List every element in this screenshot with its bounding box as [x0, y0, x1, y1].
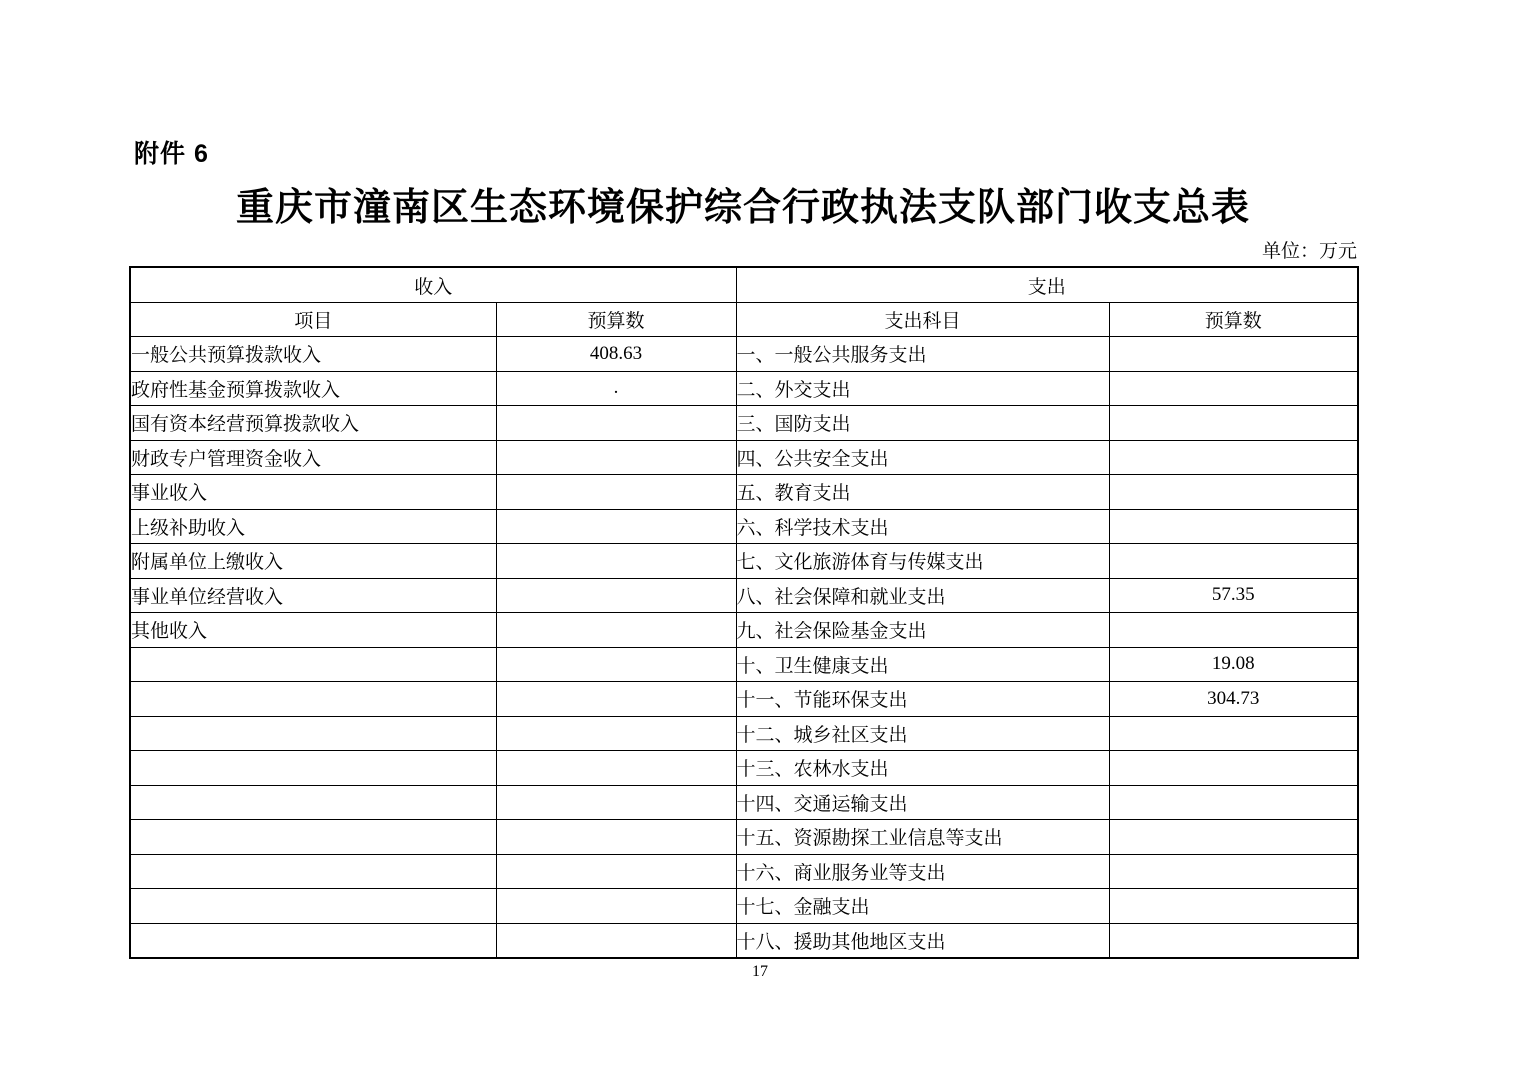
table-row: [130, 337, 1358, 372]
income-budget-cell: [496, 716, 736, 751]
income-budget-cell: [496, 751, 736, 786]
table-row: [130, 475, 1358, 510]
income-item-cell: 事业单位经营收入: [130, 578, 496, 613]
income-item-cell: [130, 751, 496, 786]
expense-budget-cell: 304.73: [1109, 682, 1358, 717]
expense-budget-cell: [1109, 337, 1358, 372]
income-budget-cell: [496, 613, 736, 648]
expense-item-cell: 五、教育支出: [736, 475, 1109, 510]
expense-budget-cell: [1109, 371, 1358, 406]
table-row: [130, 820, 1358, 855]
expense-budget-cell: [1109, 785, 1358, 820]
page-number: 17: [752, 963, 768, 980]
attachment-label: 附件 6: [134, 140, 209, 168]
income-budget-cell: [496, 440, 736, 475]
expense-item-cell: 十四、交通运输支出: [736, 785, 1109, 820]
expense-budget-cell: [1109, 889, 1358, 924]
expense-group-header: 支出: [736, 267, 1358, 303]
table-body: [130, 337, 1358, 959]
table-row: [130, 716, 1358, 751]
unit-note: 单位：万元: [1261, 241, 1357, 262]
income-group-header: 收入: [130, 267, 736, 303]
expense-budget-cell: [1109, 751, 1358, 786]
income-item-cell: [130, 682, 496, 717]
expense-item-cell: 十二、城乡社区支出: [736, 716, 1109, 751]
expense-item-cell: 二、外交支出: [736, 371, 1109, 406]
income-budget-column-header: 预算数: [496, 303, 736, 337]
income-budget-cell: [496, 509, 736, 544]
income-budget-cell: [496, 647, 736, 682]
expense-budget-cell: [1109, 406, 1358, 441]
income-item-cell: [130, 647, 496, 682]
income-item-column-header: 项目: [130, 303, 496, 337]
expense-item-cell: 十一、节能环保支出: [736, 682, 1109, 717]
expense-item-cell: 十六、商业服务业等支出: [736, 854, 1109, 889]
income-budget-cell: [496, 475, 736, 510]
expense-budget-column-header: 预算数: [1109, 303, 1358, 337]
income-item-cell: [130, 923, 496, 958]
expense-item-cell: 十、卫生健康支出: [736, 647, 1109, 682]
expense-item-cell: 一、一般公共服务支出: [736, 337, 1109, 372]
income-budget-cell: [496, 820, 736, 855]
income-item-cell: 财政专户管理资金收入: [130, 440, 496, 475]
expense-item-cell: 八、社会保障和就业支出: [736, 578, 1109, 613]
table-row: [130, 406, 1358, 441]
income-item-cell: [130, 854, 496, 889]
income-item-cell: [130, 716, 496, 751]
expense-budget-cell: [1109, 475, 1358, 510]
income-item-cell: 上级补助收入: [130, 509, 496, 544]
table-row: [130, 578, 1358, 613]
table-row: [130, 509, 1358, 544]
income-budget-cell: [496, 889, 736, 924]
table-row: [130, 854, 1358, 889]
income-budget-cell: [496, 785, 736, 820]
income-item-cell: 事业收入: [130, 475, 496, 510]
expense-item-cell: 十八、援助其他地区支出: [736, 923, 1109, 958]
expense-item-cell: 九、社会保险基金支出: [736, 613, 1109, 648]
expense-item-cell: 四、公共安全支出: [736, 440, 1109, 475]
expense-budget-cell: [1109, 716, 1358, 751]
income-item-cell: [130, 889, 496, 924]
budget-table: [129, 266, 1359, 959]
page-title: 重庆市潼南区生态环境保护综合行政执法支队部门收支总表: [235, 187, 1250, 229]
income-budget-cell: [496, 406, 736, 441]
expense-item-cell: 十三、农林水支出: [736, 751, 1109, 786]
expense-budget-cell: 57.35: [1109, 578, 1358, 613]
table-row: [130, 889, 1358, 924]
column-header-row: [130, 303, 1358, 337]
expense-item-cell: 七、文化旅游体育与传媒支出: [736, 544, 1109, 579]
expense-budget-cell: [1109, 509, 1358, 544]
expense-budget-cell: 19.08: [1109, 647, 1358, 682]
income-item-cell: [130, 820, 496, 855]
expense-item-cell: 十七、金融支出: [736, 889, 1109, 924]
income-budget-cell: .: [496, 371, 736, 406]
expense-item-cell: 六、科学技术支出: [736, 509, 1109, 544]
income-item-cell: 附属单位上缴收入: [130, 544, 496, 579]
income-budget-cell: 408.63: [496, 337, 736, 372]
income-item-cell: 政府性基金预算拨款收入: [130, 371, 496, 406]
table-row: [130, 647, 1358, 682]
expense-item-column-header: 支出科目: [736, 303, 1109, 337]
table-row: [130, 785, 1358, 820]
table-row: [130, 682, 1358, 717]
income-budget-cell: [496, 682, 736, 717]
table-header: [130, 267, 1358, 337]
income-budget-cell: [496, 544, 736, 579]
income-item-cell: 一般公共预算拨款收入: [130, 337, 496, 372]
income-budget-cell: [496, 923, 736, 958]
table-row: [130, 371, 1358, 406]
expense-item-cell: 三、国防支出: [736, 406, 1109, 441]
table-row: [130, 613, 1358, 648]
expense-budget-cell: [1109, 613, 1358, 648]
group-header-row: [130, 267, 1358, 303]
table-row: [130, 440, 1358, 475]
expense-budget-cell: [1109, 854, 1358, 889]
income-item-cell: 其他收入: [130, 613, 496, 648]
income-item-cell: [130, 785, 496, 820]
expense-item-cell: 十五、资源勘探工业信息等支出: [736, 820, 1109, 855]
income-budget-cell: [496, 854, 736, 889]
expense-budget-cell: [1109, 544, 1358, 579]
expense-budget-cell: [1109, 923, 1358, 958]
expense-budget-cell: [1109, 440, 1358, 475]
income-item-cell: 国有资本经营预算拨款收入: [130, 406, 496, 441]
expense-budget-cell: [1109, 820, 1358, 855]
income-budget-cell: [496, 578, 736, 613]
table-row: [130, 544, 1358, 579]
table-row: [130, 923, 1358, 958]
table-row: [130, 751, 1358, 786]
